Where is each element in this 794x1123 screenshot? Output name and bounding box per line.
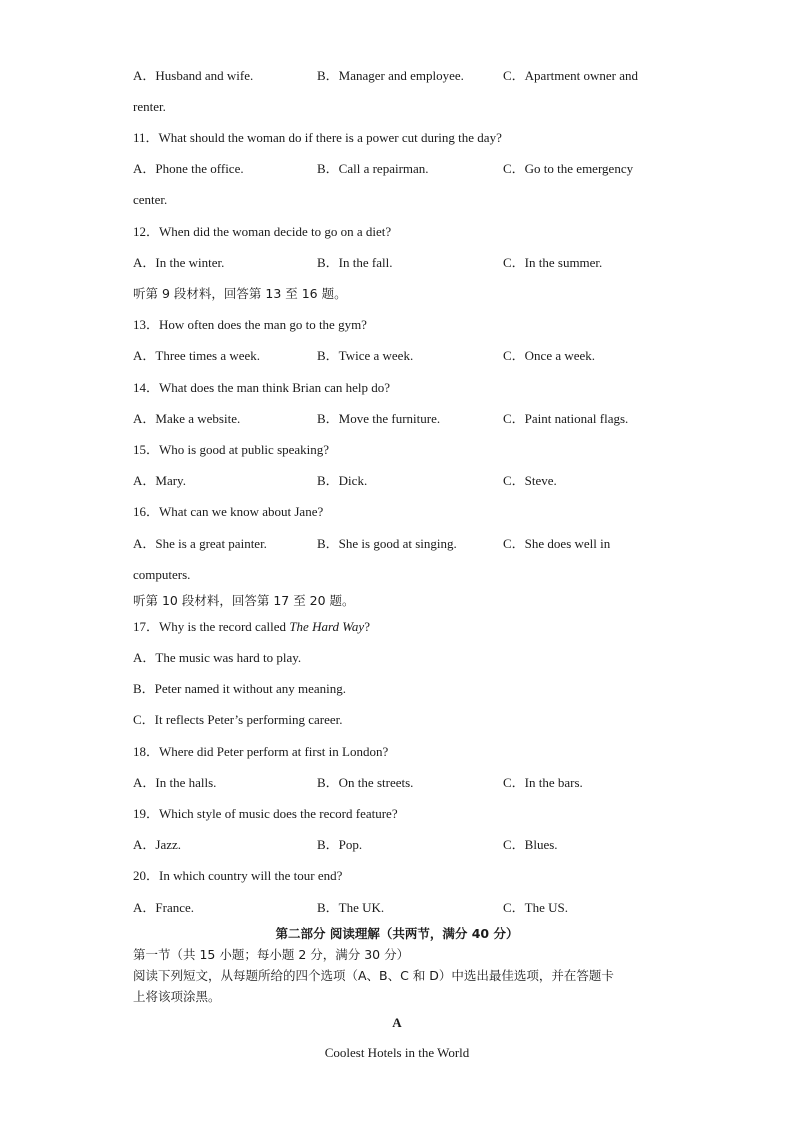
q11-option-a: A．Phone the office.	[133, 161, 244, 176]
q14-option-c: C．Paint national flags.	[503, 411, 629, 426]
q19-option-a: A．Jazz.	[133, 837, 182, 852]
q14-option-a: A．Make a website.	[133, 411, 241, 426]
part2-section1: 第一节（共 15 小题；每小题 2 分，满分 30 分）	[133, 947, 410, 962]
q17-option-a: A．The music was hard to play.	[133, 650, 302, 665]
q19-question: 19．Which style of music does the record feature?	[133, 806, 398, 821]
section-9-instruction: 听第 9 段材料，回答第 13 至 16 题。	[133, 286, 347, 301]
q20-option-c: C．The US.	[503, 900, 569, 915]
q16-question: 16．What can we know about Jane?	[133, 504, 324, 519]
q13-option-c: C．Once a week.	[503, 348, 596, 363]
section-10-instruction: 听第 10 段材料，回答第 17 至 20 题。	[133, 593, 355, 608]
q15-option-a: A．Mary.	[133, 473, 186, 488]
q11-option-c-wrap: center.	[133, 192, 168, 207]
q11-question: 11．What should the woman do if there is a power cut during the day?	[133, 130, 502, 145]
q15-question: 15．Who is good at public speaking?	[133, 442, 330, 457]
q11-option-b: B．Call a repairman.	[317, 161, 429, 176]
q15-option-c: C．Steve.	[503, 473, 557, 488]
part2-instruction-line1: 阅读下列短文，从每题所给的四个选项（A、B、C 和 D）中选出最佳选项，并在答题卡	[133, 968, 614, 983]
part2-instruction-line2: 上将该项涂黑。	[133, 989, 221, 1004]
q13-option-b: B．Twice a week.	[317, 348, 414, 363]
part2-title: 第二部分 阅读理解（共两节，满分 40 分）	[275, 926, 519, 941]
q19-option-c: C．Blues.	[503, 837, 558, 852]
q10-option-a: A．Husband and wife.	[133, 68, 254, 83]
q12-option-a: A．In the winter.	[133, 255, 225, 270]
passage-letter: A	[392, 1015, 402, 1030]
q14-option-b: B．Move the furniture.	[317, 411, 441, 426]
q12-question: 12．When did the woman decide to go on a diet?	[133, 224, 392, 239]
q17-record-title: The Hard Way	[289, 619, 365, 634]
q17-question	[133, 619, 370, 635]
q12-option-c: C．In the summer.	[503, 255, 603, 270]
q13-option-a: A．Three times a week.	[133, 348, 261, 363]
q17-option-c: C．It reflects Peter’s performing career.	[133, 712, 343, 727]
q16-option-c-wrap: computers.	[133, 567, 191, 582]
q20-option-b: B．The UK.	[317, 900, 385, 915]
q10-option-c-wrap: renter.	[133, 99, 166, 114]
q10-option-c: C．Apartment owner and	[503, 68, 639, 83]
q20-option-a: A．France.	[133, 900, 195, 915]
q12-option-b: B．In the fall.	[317, 255, 393, 270]
q10-option-b: B．Manager and employee.	[317, 68, 464, 83]
q16-option-c: C．She does well in	[503, 536, 611, 551]
q17-question-post: ?	[364, 619, 370, 634]
q14-question: 14．What does the man think Brian can help do?	[133, 380, 391, 395]
q17-question-pre: 17．Why is the record called	[133, 619, 290, 634]
q11-option-c: C．Go to the emergency	[503, 161, 634, 176]
q18-option-a: A．In the halls.	[133, 775, 217, 790]
q17-option-b: B．Peter named it without any meaning.	[133, 681, 347, 696]
q19-option-b: B．Pop.	[317, 837, 363, 852]
q18-question: 18．Where did Peter perform at first in London?	[133, 744, 389, 759]
q16-option-a: A．She is a great painter.	[133, 536, 267, 551]
q18-option-b: B．On the streets.	[317, 775, 414, 790]
q13-question: 13．How often does the man go to the gym?	[133, 317, 367, 332]
q15-option-b: B．Dick.	[317, 473, 368, 488]
q16-option-b: B．She is good at singing.	[317, 536, 457, 551]
q18-option-c: C．In the bars.	[503, 775, 583, 790]
q20-question: 20．In which country will the tour end?	[133, 868, 343, 883]
passage-title: Coolest Hotels in the World	[324, 1045, 470, 1060]
